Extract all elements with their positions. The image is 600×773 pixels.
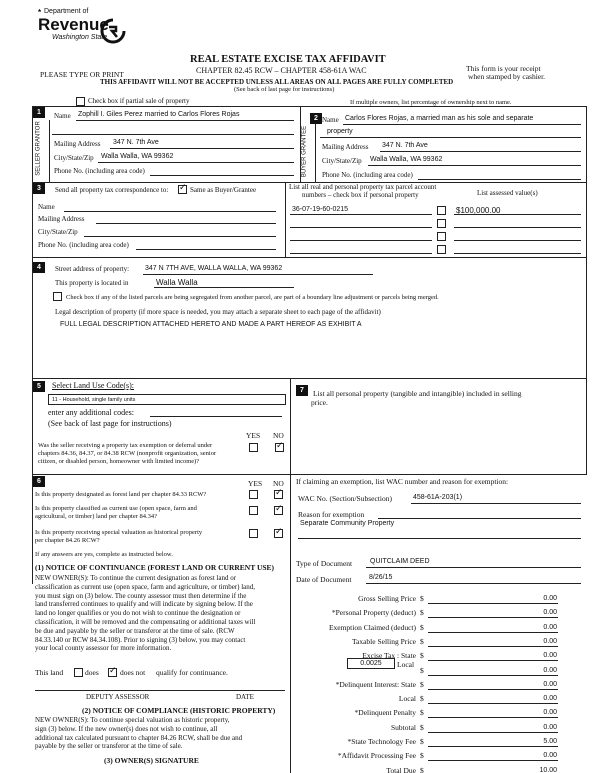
exemption-no-checkbox[interactable] xyxy=(275,443,284,452)
doc-date[interactable]: 8/26/15 xyxy=(369,574,393,581)
corr-city-label: City/State/Zip xyxy=(38,228,78,236)
forest-no-checkbox[interactable] xyxy=(274,490,283,499)
segregated-label: Check box if any of the listed parcels are being segregated from another parcel, are part of a boundary line adjustment or parcels being merged. xyxy=(66,294,439,301)
land-use-label: Select Land Use Code(s): xyxy=(52,381,134,390)
current-use-yes-checkbox[interactable] xyxy=(249,506,258,515)
exemption-question-1: Was the seller receiving a property tax exemption or deferral under xyxy=(38,442,213,449)
buyer-mail-label: Mailing Address xyxy=(322,143,369,151)
forest-question: Is this property designated as forest land per chapter 84.33 RCW? xyxy=(35,491,207,498)
local-inline-label: Local xyxy=(397,660,415,669)
section-4-number: 4 xyxy=(33,262,45,273)
section-6-number: 6 xyxy=(33,476,45,487)
section-7-number: 7 xyxy=(296,385,308,396)
located-in[interactable]: Walla Walla xyxy=(156,278,198,287)
seller-phone-label: Phone No. (including area code) xyxy=(54,167,145,175)
see-back: (See back of last page for instructions) xyxy=(234,86,335,93)
dollar-sign-icon: $ xyxy=(420,665,424,675)
dept-name: Revenue xyxy=(38,15,109,34)
notice-compliance-line: sign (3) below. If the new owner(s) does not wish to continue, all xyxy=(35,724,218,733)
land-use-see-back: (See back of last page for instructions) xyxy=(48,419,172,428)
exemption-yes-checkbox[interactable] xyxy=(249,443,258,452)
any-yes-note: If any answers are yes, complete as instructed below. xyxy=(35,551,173,558)
personal-property-checkbox-2[interactable] xyxy=(437,219,446,228)
dollar-sign-icon: $ xyxy=(420,608,424,618)
calc-value[interactable]: 0.00 xyxy=(543,637,557,645)
form-chapter: CHAPTER 82.45 RCW – CHAPTER 458-61A WAC xyxy=(196,66,367,75)
revenue-logo-icon xyxy=(100,18,126,44)
corr-name-label: Name xyxy=(38,203,55,211)
partial-sale-label: Check box if partial sale of property xyxy=(88,97,190,105)
owner-signature-title: (3) OWNER(S) SIGNATURE xyxy=(104,756,199,765)
notice-continuance-line: 84.33.140 or RCW 84.34.108). Prior to signing (3) below, you may contact xyxy=(35,635,246,644)
dept-prefix: Department of xyxy=(44,8,89,15)
receipt-note-1: This form is your receipt xyxy=(466,64,541,73)
dollar-sign-icon: $ xyxy=(420,737,424,746)
dollar-sign-icon: $ xyxy=(420,594,424,603)
dollar-sign-icon: $ xyxy=(420,765,424,773)
calc-label: *Delinquent Penalty xyxy=(354,708,416,718)
seller-mail-label: Mailing Address xyxy=(54,140,101,148)
doc-date-label: Date of Document xyxy=(296,575,352,584)
doc-type-label: Type of Document xyxy=(296,559,353,568)
no-header-6: NO xyxy=(273,479,284,488)
buyer-name-label: Name xyxy=(322,116,339,124)
notice-compliance-line: payable by the seller or transferor at the time of sale. xyxy=(35,742,183,751)
calc-label: *Personal Property (deduct) xyxy=(331,608,416,618)
warning-text: THIS AFFIDAVIT WILL NOT BE ACCEPTED UNLESS ALL AREAS ON ALL PAGES ARE FULLY COMPLETED xyxy=(100,78,454,86)
buyer-name-2[interactable]: property xyxy=(327,128,353,135)
calc-value[interactable]: 0.00 xyxy=(543,666,557,674)
buyer-name-1[interactable]: Carlos Flores Rojas, a married man as his sole and separate xyxy=(345,115,534,122)
current-use-question-1: Is this property classified as current use (open space, farm and xyxy=(35,505,197,512)
segregated-checkbox[interactable] xyxy=(53,292,62,301)
star-icon: * xyxy=(38,8,42,17)
legal-label: Legal description of property (if more space is needed, you may attach a separate sheet to each page of the affidavit) xyxy=(55,308,381,316)
notice-continuance-line: NEW OWNER(S): To continue the current designation as forest land or xyxy=(35,574,237,582)
notice-compliance-title: (2) NOTICE OF COMPLIANCE (HISTORIC PROPERTY) xyxy=(82,706,276,715)
wac-number[interactable]: 458-61A-203(1) xyxy=(413,494,463,501)
located-label: This property is located in xyxy=(55,279,129,287)
accounts-header-1: List all real and personal property tax parcel account xyxy=(289,183,437,191)
accounts-header-2: numbers – check box if personal property xyxy=(302,191,419,199)
seller-mail[interactable]: 347 N. 7th Ave xyxy=(113,139,159,146)
dollar-sign-icon: $ xyxy=(420,651,424,661)
historic-question-2: per chapter 84.26 RCW? xyxy=(35,537,100,544)
yes-header-5: YES xyxy=(246,431,261,440)
current-use-no-checkbox[interactable] xyxy=(274,506,283,515)
notice-continuance-line: land transferred continues to qualify and will indicate by signing below. If the xyxy=(35,600,253,609)
personal-property-checkbox-1[interactable] xyxy=(437,206,446,215)
seller-city-label: City/State/Zip xyxy=(54,154,94,162)
exemption-question-2: chapters 84.36, 84.37, or 84.38 RCW (nonprofit organization, senior xyxy=(38,450,217,457)
does-not-checkbox[interactable] xyxy=(108,668,117,677)
dept-state: Washington State xyxy=(52,34,108,41)
personal-property-label-2: price. xyxy=(311,398,328,407)
qualify-label: qualify for continuance. xyxy=(156,668,228,677)
notice-continuance-line: classification, it will be removed and the compensating or additional taxes will xyxy=(35,618,256,626)
notice-compliance-line: NEW OWNER(S): To continue special valuation as historic property, xyxy=(35,716,230,724)
form-title: REAL ESTATE EXCISE TAX AFFIDAVIT xyxy=(190,54,386,65)
buyer-mail[interactable]: 347 N. 7th Ave xyxy=(382,142,428,149)
dollar-sign-icon: $ xyxy=(420,636,424,646)
personal-property-checkbox-4[interactable] xyxy=(437,245,446,254)
dollar-sign-icon: $ xyxy=(420,751,424,761)
calc-value[interactable]: 5.00 xyxy=(543,738,557,745)
receipt-note-2: when stamped by cashier. xyxy=(468,72,546,81)
assessed-value[interactable]: $100,000.00 xyxy=(456,206,501,215)
tax-rate-box[interactable]: 0.0025 xyxy=(347,658,395,669)
calc-label: *Delinquent Interest: State xyxy=(335,679,416,689)
notice-continuance-line: land no longer qualifies or you do not wish to continue the designation or xyxy=(35,609,241,618)
calc-value[interactable]: 0.00 xyxy=(543,709,557,717)
exemption-question-3: citizen, or disabled person, homeowner with limited income)? xyxy=(38,458,200,465)
calc-label: Excise Tax : State xyxy=(362,651,416,661)
dollar-sign-icon: $ xyxy=(420,694,424,704)
seller-name[interactable]: Zophill I. Giles Perez married to Carlos Flores Rojas xyxy=(78,111,240,118)
section-3-number: 3 xyxy=(33,183,45,194)
personal-property-checkbox-3[interactable] xyxy=(437,232,446,241)
notice-continuance-line: your local county assessor for more information. xyxy=(35,644,172,653)
multiple-owners-note: If multiple owners, list percentage of ownership next to name. xyxy=(350,99,512,106)
please-type: PLEASE TYPE OR PRINT xyxy=(40,70,124,79)
forest-yes-checkbox[interactable] xyxy=(249,490,258,499)
does-checkbox[interactable] xyxy=(74,668,83,677)
notice-continuance-title: (1) NOTICE OF CONTINUANCE (FOREST LAND OR CURRENT USE) xyxy=(35,563,275,572)
additional-codes-label: enter any additional codes: xyxy=(48,408,134,417)
calc-label: Exemption Claimed (deduct) xyxy=(328,622,416,632)
historic-no-checkbox[interactable] xyxy=(274,529,283,538)
corr-mail-label: Mailing Address xyxy=(38,215,85,223)
buyer-side-label: BUYER GRANTEE xyxy=(301,125,308,178)
current-use-question-2: agricultural, or timber) land per chapter 84.34? xyxy=(35,513,158,520)
street-address[interactable]: 347 N 7TH AVE, WALLA WALLA, WA 99362 xyxy=(145,265,283,272)
calc-label: Subtotal xyxy=(390,722,416,732)
calc-label: Local xyxy=(398,694,416,704)
calc-value[interactable]: 0.00 xyxy=(543,595,557,602)
yes-header-6: YES xyxy=(248,479,263,488)
notice-continuance-line: be due and payable by the seller or transferor at the time of sale. (RCW xyxy=(35,626,235,635)
no-header-5: NO xyxy=(273,431,284,440)
buyer-phone-label: Phone No. (including area code) xyxy=(322,171,413,179)
corr-phone-label: Phone No. (including area code) xyxy=(38,241,129,249)
calc-value[interactable]: 0.00 xyxy=(543,723,557,731)
tax-corr-label: Send all property tax correspondence to: xyxy=(55,186,169,194)
historic-question-1: Is this property receiving special valuation as historical property xyxy=(35,529,203,536)
calc-value[interactable]: 0.00 xyxy=(543,752,557,760)
assessed-header: List assessed value(s) xyxy=(477,189,538,197)
dollar-sign-icon: $ xyxy=(420,708,424,718)
dollar-sign-icon: $ xyxy=(420,622,424,632)
same-as-buyer-label: Same as Buyer/Grantee xyxy=(190,186,257,194)
seller-side-label: SELLER GRANTOR xyxy=(35,121,42,176)
calc-label: *Affidavit Processing Fee xyxy=(337,751,416,761)
does-not-label: does not xyxy=(120,668,146,677)
calc-label: Total Due xyxy=(386,765,416,773)
section-1-number: 1 xyxy=(33,107,45,118)
exemption-reason[interactable]: Separate Community Property xyxy=(300,520,395,527)
deputy-date-label: DATE xyxy=(236,693,254,701)
parcel-account[interactable]: 36-07-19-60-0215 xyxy=(292,206,349,213)
personal-property-label-1: List all personal property (tangible and intangible) included in selling xyxy=(313,389,522,398)
historic-yes-checkbox[interactable] xyxy=(249,529,258,538)
calc-value[interactable]: 0.00 xyxy=(543,680,557,688)
partial-sale-checkbox[interactable] xyxy=(76,97,85,106)
calc-value[interactable]: 0.00 xyxy=(543,652,557,660)
dollar-sign-icon: $ xyxy=(420,722,424,732)
section-5-number: 5 xyxy=(33,381,45,392)
notice-continuance-line: you must sign on (3) below. The county assessor must then determine if the xyxy=(35,591,247,600)
calc-label: Taxable Selling Price xyxy=(351,636,416,646)
seller-city[interactable]: Walla Walla, WA 99362 xyxy=(101,153,174,160)
calc-label: Gross Selling Price xyxy=(358,594,416,603)
exemption-label: If claiming an exemption, list WAC number and reason for exemption: xyxy=(296,477,509,486)
calc-value[interactable]: 10.00 xyxy=(539,766,557,773)
buyer-city[interactable]: Walla Walla, WA 99362 xyxy=(370,156,443,163)
reason-label: Reason for exemption xyxy=(298,510,365,519)
wac-label: WAC No. (Section/Subsection) xyxy=(298,494,392,503)
notice-continuance-line: classification as current use (open space, farm and agriculture, or timber) land, xyxy=(35,582,256,591)
calc-value[interactable]: 0.00 xyxy=(543,623,557,631)
notice-compliance-line: additional tax calculated pursuant to chapter 84.26 RCW, shall be due and xyxy=(35,733,243,742)
doc-type[interactable]: QUITCLAIM DEED xyxy=(370,558,430,565)
section-2-number: 2 xyxy=(310,113,322,124)
legal-description[interactable]: FULL LEGAL DESCRIPTION ATTACHED HERETO AND MADE A PART HEREOF AS EXHIBIT A xyxy=(60,321,362,328)
buyer-city-label: City/State/Zip xyxy=(322,157,362,165)
deputy-assessor-label: DEPUTY ASSESSOR xyxy=(86,693,150,701)
does-label: does xyxy=(85,668,99,677)
this-land-label: This land xyxy=(35,668,64,677)
seller-name-label: Name xyxy=(54,112,71,120)
calc-value[interactable]: 0.00 xyxy=(543,609,557,617)
street-label: Street address of property: xyxy=(55,265,130,273)
same-as-buyer-checkbox[interactable] xyxy=(178,185,187,194)
calc-value[interactable]: 0.00 xyxy=(543,695,557,703)
land-use-select[interactable]: 11 - Household, single family units xyxy=(48,394,286,405)
calc-label: *State Technology Fee xyxy=(347,737,416,746)
dollar-sign-icon: $ xyxy=(420,679,424,689)
